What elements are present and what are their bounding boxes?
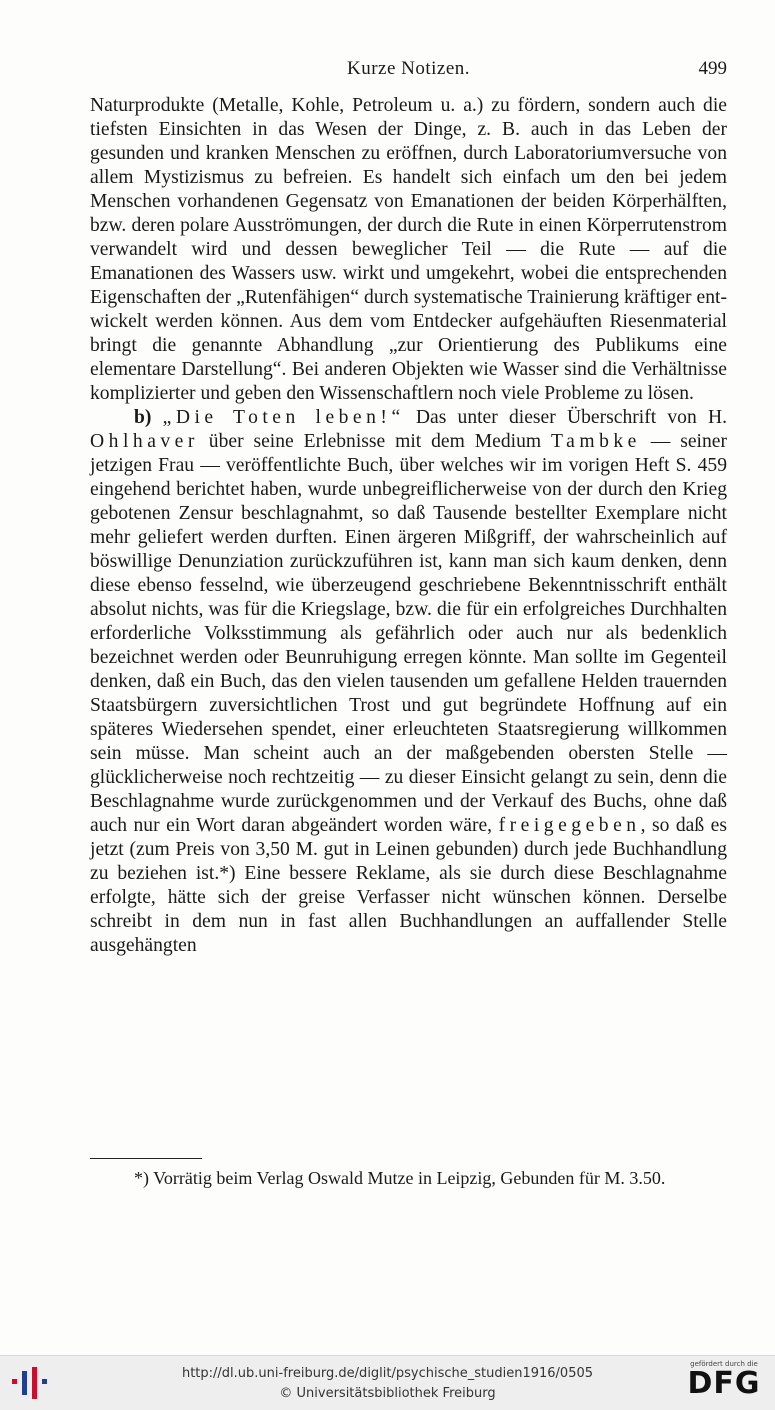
running-title: Kurze Notizen. [346, 58, 471, 79]
dfg-logo-icon: DFG [687, 1366, 761, 1401]
paragraph-continuation: Naturprodukte (Metalle, Kohle, Petroleum u. a.) zu fördern, sondern auch die tiefsten Einsichten in das Wesen der Dinge, z. B. auch in das Leben der gesunden und kranken Menschen zu eröffnen, durch Laboratoriumversuche von allem Mystizismus zu befreien. Es handelt sich einfach um den bei jedem Menschen vorhandenen Gegensatz von Emanationen der beiden Körperhälften, bzw. deren polare Ausströmungen, der durch die Rute in einen Körperrutenstrom verwandelt wird und dessen beweglicher Teil — die Rute — auf die Emanationen des Wassers usw. wirkt und umgekehrt, wobei die entsprechenden Eigenschaften der „Rutenfähigen“ durch systematische Trainierung kräftiger entwickelt werden können. Aus dem vom Entdecker aufgehäuften Riesenmaterial bringt die genannte Abhandlung „zur Orientierung des Publikums eine elementare Darstellung“. Bei anderen Objekten wie Wasser sind die Verhältnisse komplizierter und geben den Wissenschaftlern noch viele Probleme zu lösen. [90, 95, 727, 404]
page-number: 499 [698, 58, 727, 79]
digitization-footer [0, 1355, 775, 1410]
paragraph-b-text-a: Das unter dieser Überschrift von H. [415, 407, 728, 428]
paragraph-b-text-d: , so daß es jetzt (zum Preis von 3,50 M. gut in Leinen gebunden) durch jede Buchhandlung zu beziehen ist.*) Eine bessere Reklame, als sie durch diese Beschlagnahme erfolgte, hätte sich der greise Verfasser nicht wünschen können. Derselbe schreibt in dem nun in fast allen Buchhandlungen an auffallender Stelle ausgehängten [90, 815, 727, 956]
footnote-divider [90, 1158, 202, 1159]
paragraph-b [90, 406, 727, 958]
dfg-caption: gefördert durch die [690, 1360, 758, 1368]
spaced-book-title: „Die Toten leben!“ [162, 407, 405, 428]
paragraph-b-text-b: über seine Erlebnisse mit dem Medium [208, 431, 542, 452]
item-label: b) [134, 407, 152, 428]
copyright-notice: © Universitätsbibliothek Freiburg [279, 1386, 496, 1401]
spaced-author-name: Ohlhaver [90, 431, 199, 452]
dfg-sponsor [681, 1360, 767, 1406]
spaced-released-word: freigegeben [498, 815, 641, 836]
footnote-text: *) Vorrätig beim Verlag Oswald Mutze in Leipzig, Gebunden für M. 3.50. [134, 1168, 666, 1188]
footnote [90, 1167, 727, 1189]
permalink-url[interactable]: http://dl.ub.uni-freiburg.de/diglit/psychische_studien1916/0505 [181, 1366, 594, 1381]
body-text [90, 94, 727, 958]
paragraph-b-text-c: — seiner jetzigen Frau — veröffentlichte Buch, über welches wir im vorigen Heft S. 459 eingehend berichtet haben, wurde unbegreiflicherweise von der durch den Krieg gebotenen Zensur beschlagnahmt, so daß Tausende bestellter Exemplare nicht mehr geliefert werden durften. Einen ärgeren Mißgriff, der wahrscheinlich auf böswillige Denunziation zurückzuführen ist, kann man sich kaum denken, denn diese ebenso fesselnd, wie überzeugend geschriebene Bekenntnisschrift enthält absolut nichts, was für die Kriegslage, bzw. die für ein erfolgreiches Durchhalten erforderliche Volksstimmung als gefährlich oder auch nur als bedenklich bezeichnet werden oder Beunruhigung erregen könnte. Man sollte im Gegenteil denken, daß ein Buch, das den vielen tausenden um gefallene Helden trauernden Staatsbürgern zuversichtlichen Trost und gut begründete Hoffnung auf ein späteres Wiedersehen spendet, einer erleuchteten Staatsregierung willkommen sein müsse. Man scheint auch an der maßgebenden obersten Stelle — glücklicherweise noch rechtzeitig — zu dieser Einsicht gelangt zu sein, denn die Beschlagnahme wurde zurückgenommen und der Verkauf des Buchs, ohne daß auch nur ein Wort daran abgeändert worden wäre, [90, 431, 728, 836]
spaced-medium-name: Tambke [551, 431, 641, 452]
running-head [90, 58, 727, 86]
